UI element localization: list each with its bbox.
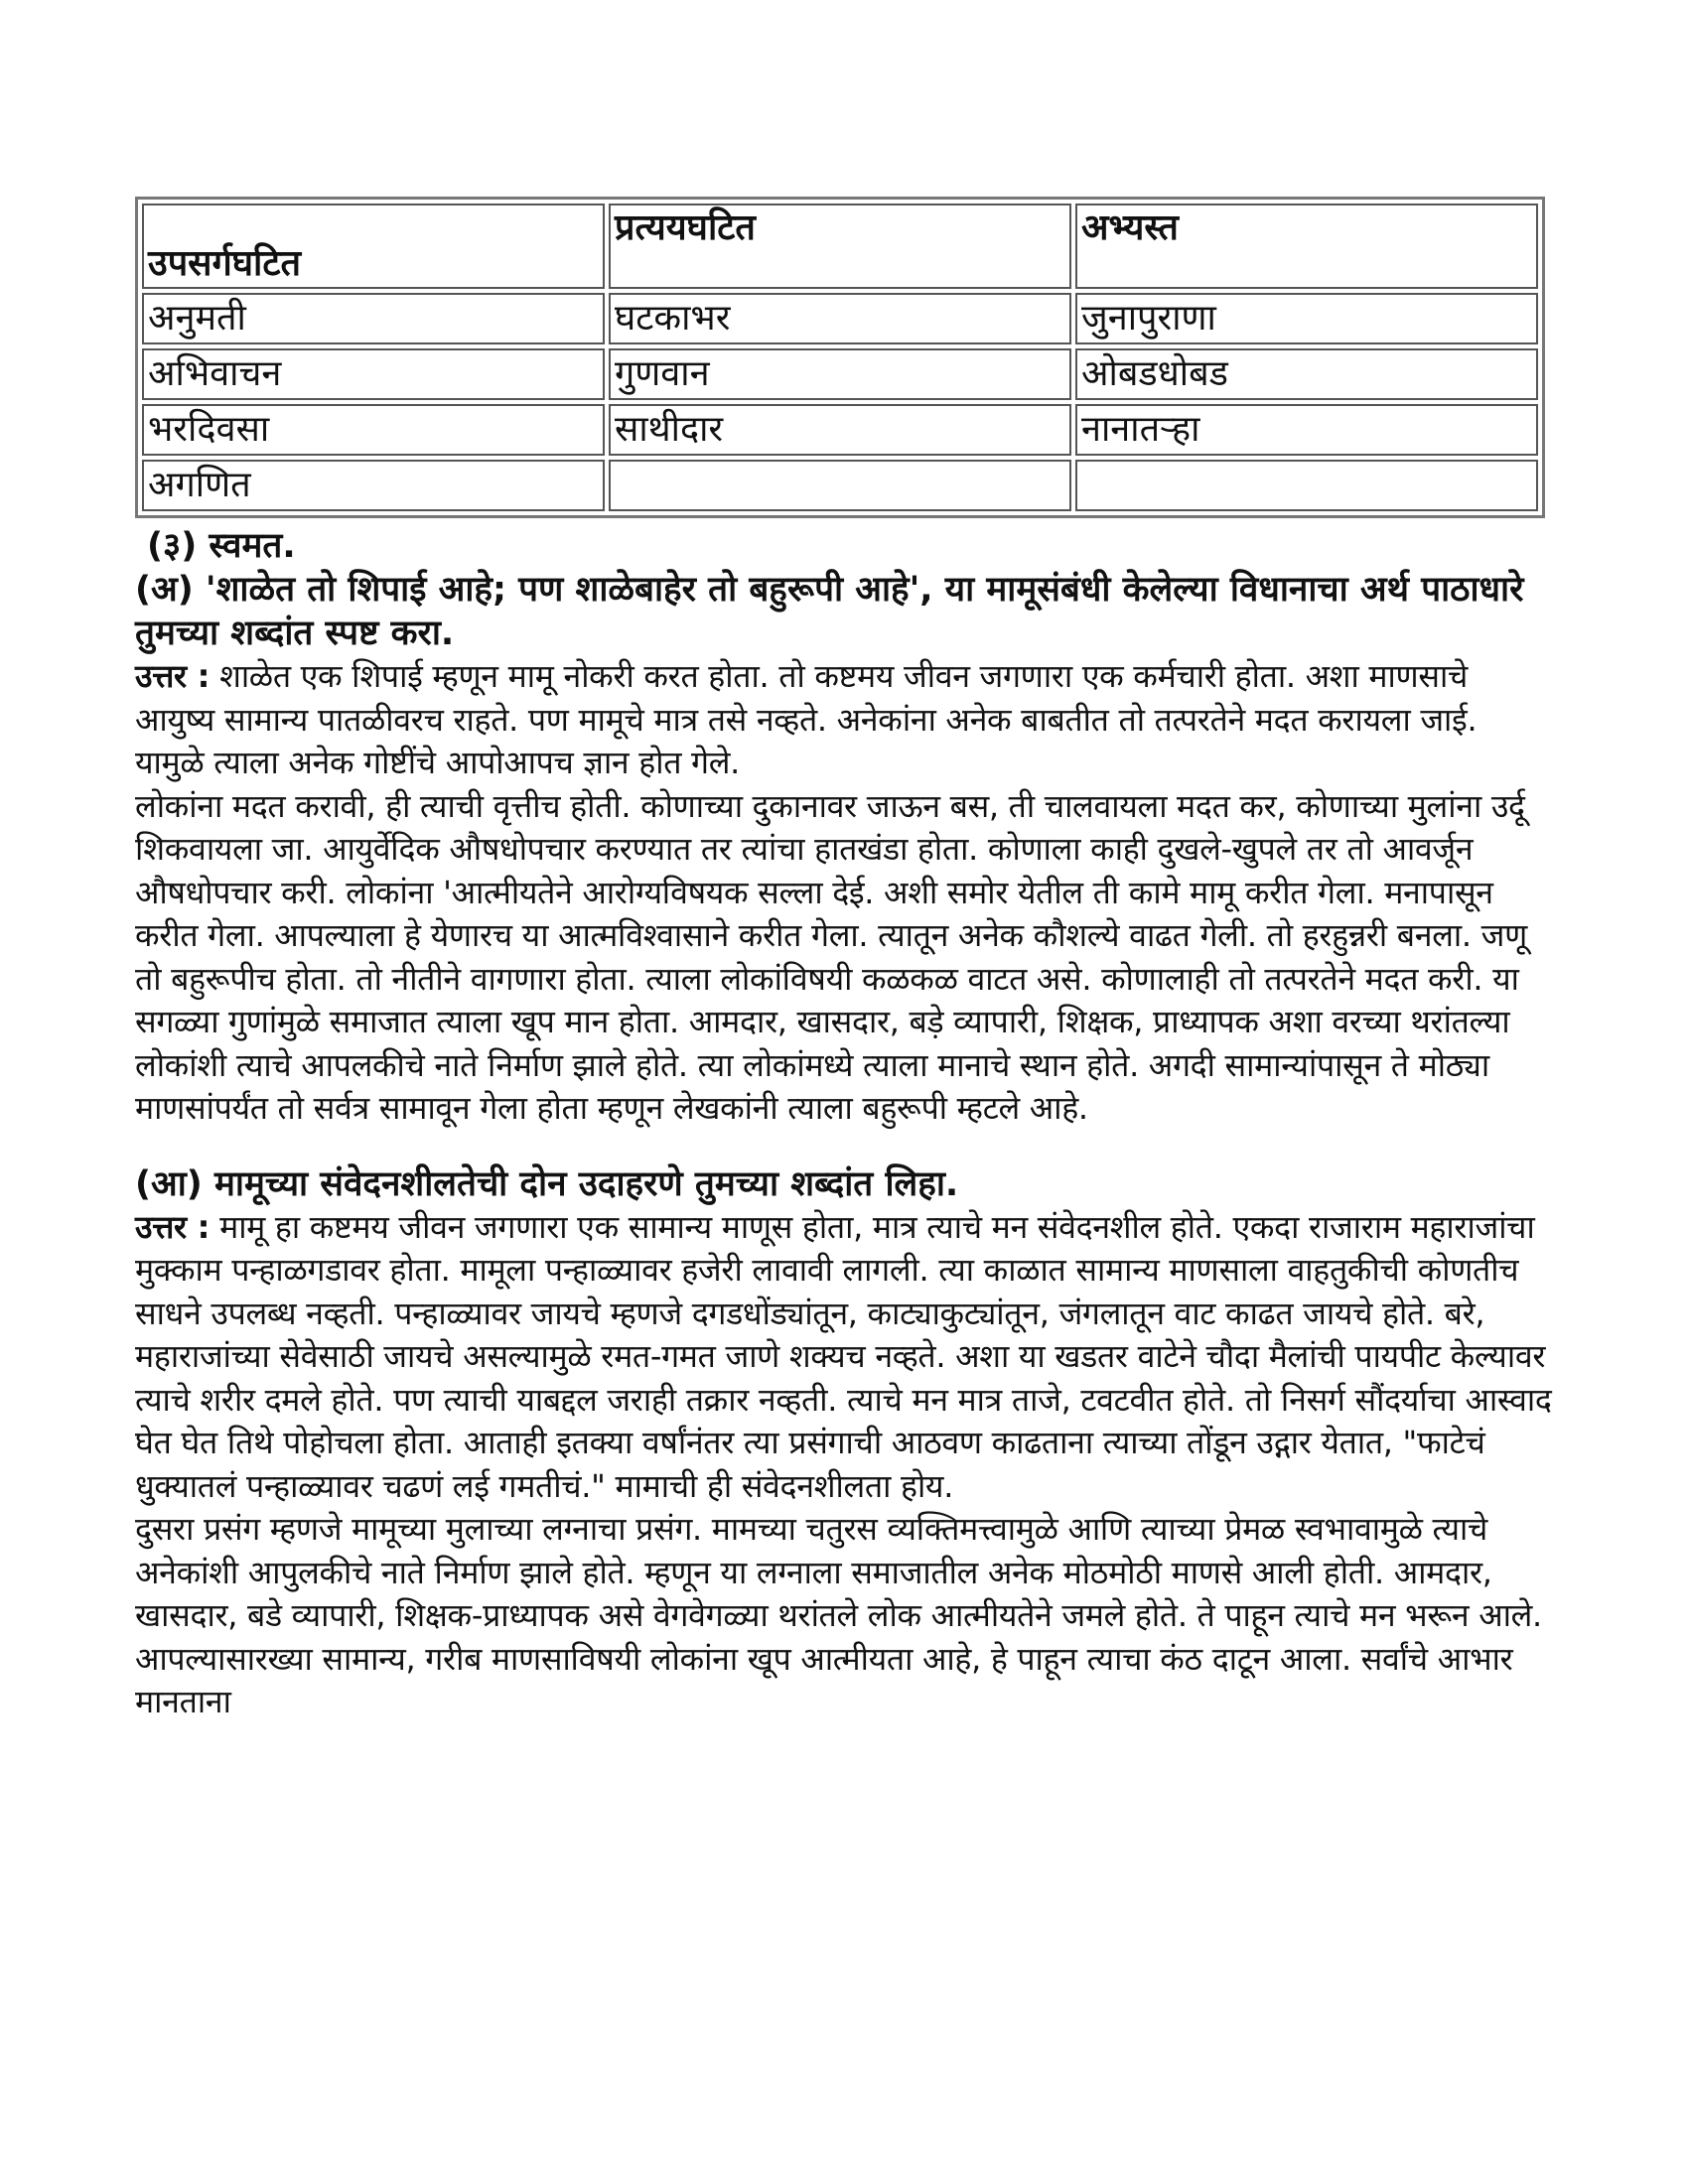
- table-cell: भरदिवसा: [142, 404, 605, 456]
- table-cell: [609, 460, 1071, 511]
- question-a: (अ) 'शाळेत तो शिपाई आहे; पण शाळेबाहेर तो बहुरूपी आहे', या मामूसंबंधी केलेल्या विधानाचा अर्थ पाठाधारे तुमच्या शब्दांत स्पष्ट करा.: [135, 570, 1524, 653]
- section-spacer: [135, 1131, 1555, 1162]
- table-cell: अगणित: [142, 460, 605, 511]
- table-cell: जुनापुराणा: [1075, 293, 1538, 344]
- answer-aa-paragraph-2: दुसरा प्रसंग म्हणजे मामूच्या मुलाच्या लग्नाचा प्रसंग. मामच्या चतुरस व्यक्तिमत्त्वामुळे आणि त्याच्या प्रेमळ स्वभावामुळे त्याचे अनेकांशी आपुलकीचे नाते निर्माण झाले होते. म्हणून या लग्नाला समाजातील अनेक मोठमोठी माणसे आली होती. आमदार, खासदार, बडे व्यापारी, शिक्षक-प्राध्यापक असे वेगवेगळ्या थरांतले लोक आत्मीयतेने जमले होते. ते पाहून त्याचे मन भरून आले. आपल्यासारख्या सामान्य, गरीब माणसाविषयी लोकांना खूप आत्मीयता आहे, हे पाहून त्याचा कंठ दाटून आला. सर्वांचे आभार मानताना: [135, 1510, 1542, 1720]
- table-row: [142, 460, 1538, 511]
- table-header-prefix: उपसर्गघटित: [142, 204, 605, 289]
- table-cell: साथीदार: [609, 404, 1071, 456]
- table-cell: अभिवाचन: [142, 348, 605, 400]
- answer-content: [135, 524, 1555, 1724]
- table-cell: ओबडधोबड: [1075, 348, 1538, 400]
- table-cell: नानातऱ्हा: [1075, 404, 1538, 456]
- table-row: [142, 348, 1538, 400]
- answer-label: उत्तर :: [135, 1207, 211, 1246]
- table-row: [142, 404, 1538, 456]
- section-title: (३) स्वमत.: [147, 526, 296, 566]
- question-aa: (आ) मामूच्या संवेदनशीलतेची दोन उदाहरणे तुमच्या शब्दांत लिहा.: [135, 1163, 959, 1204]
- table-row: [142, 293, 1538, 344]
- answer-a-text-1: शाळेत एक शिपाई म्हणून मामू नोकरी करत होता. तो कष्टमय जीवन जगणारा एक कर्मचारी होता. अशा माणसाचे आयुष्य सामान्य पातळीवरच राहते. पण मामूचे मात्र तसे नव्हते. अनेकांना अनेक बाबतीत तो तत्परतेने मदत करायला जाई. यामुळे त्याला अनेक गोष्टींचे आपोआपच ज्ञान होत गेले.: [135, 657, 1477, 781]
- table-cell: अनुमती: [142, 293, 605, 344]
- table-cell: गुणवान: [609, 348, 1071, 400]
- answer-a-paragraph-1: [135, 655, 1555, 785]
- answer-aa-text-1: मामू हा कष्टमय जीवन जगणारा एक सामान्य माणूस होता, मात्र त्याचे मन संवेदनशील होते. एकदा राजाराम महाराजांचा मुक्काम पन्हाळगडावर होता. मामूला पन्हाळ्यावर हजेरी लावावी लागली. त्या काळात सामान्य माणसाला वाहतुकीची कोणतीच साधने उपलब्ध नव्हती. पन्हाळ्यावर जायचे म्हणजे दगडधोंड्यांतून, काट्याकुट्यांतून, जंगलातून वाट काढत जायचे होते. बरे, महाराजांच्या सेवेसाठी जायचे असल्यामुळे रमत-गमत जाणे शक्यच नव्हते. अशा या खडतर वाटेने चौदा मैलांची पायपीट केल्यावर त्याचे शरीर दमले होते. पण त्याची याबद्दल जराही तक्रार नव्हती. त्याचे मन मात्र ताजे, टवटवीत होते. तो निसर्ग सौंदर्याचा आस्वाद घेत घेत तिथे पोहोचला होता. आताही इतक्या वर्षांनंतर त्या प्रसंगाची आठवण काढताना त्याच्या तोंडून उद्गार येतात, "फाटेचं धुक्यातलं पन्हाळ्यावर चढणं लई गमतीचं." मामाची ही संवेदनशीलता होय.: [135, 1207, 1552, 1505]
- answer-label: उत्तर :: [135, 657, 211, 695]
- answer-a-paragraph-2: लोकांना मदत करावी, ही त्याची वृत्तीच होती. कोणाच्या दुकानावर जाऊन बस, ती चालवायला मदत कर, कोणाच्या मुलांना उर्दू शिकवायला जा. आयुर्वेदिक औषधोपचार करण्यात तर त्यांचा हातखंडा होता. कोणाला काही दुखले-खुपले तर तो आवर्जून औषधोपचार करी. लोकांना 'आत्मीयतेने आरोग्यविषयक सल्ला देई. अशी समोर येतील ती कामे मामू करीत गेला. मनापासून करीत गेला. आपल्याला हे येणारच या आत्मविश्वासाने करीत गेला. त्यातून अनेक कौशल्ये वाढत गेली. तो हरहुन्नरी बनला. जणू तो बहुरूपीच होता. तो नीतीने वागणारा होता. त्याला लोकांविषयी कळकळ वाटत असे. कोणालाही तो तत्परतेने मदत करी. या सगळ्या गुणांमुळे समाजात त्याला खूप मान होता. आमदार, खासदार, बड़े व्यापारी, शिक्षक, प्राध्यापक अशा वरच्या थरांतल्या लोकांशी त्याचे आपलकीचे नाते निर्माण झाले होते. त्या लोकांमध्ये त्याला मानाचे स्थान होते. अगदी सामान्यांपासून ते मोठ्या माणसांपर्यंत तो सर्वत्र सामावून गेला होता म्हणून लेखकांनी त्याला बहुरूपी म्हटले आहे.: [135, 786, 1527, 1127]
- answer-aa-paragraph-1: [135, 1206, 1555, 1509]
- table-header-reduplicated: अभ्यस्त: [1075, 204, 1538, 289]
- table-header-suffix: प्रत्ययघटित: [609, 204, 1071, 289]
- table-cell: घटकाभर: [609, 293, 1071, 344]
- table-header-row: [142, 204, 1538, 289]
- table-cell: [1075, 460, 1538, 511]
- word-classification-table: [135, 197, 1545, 518]
